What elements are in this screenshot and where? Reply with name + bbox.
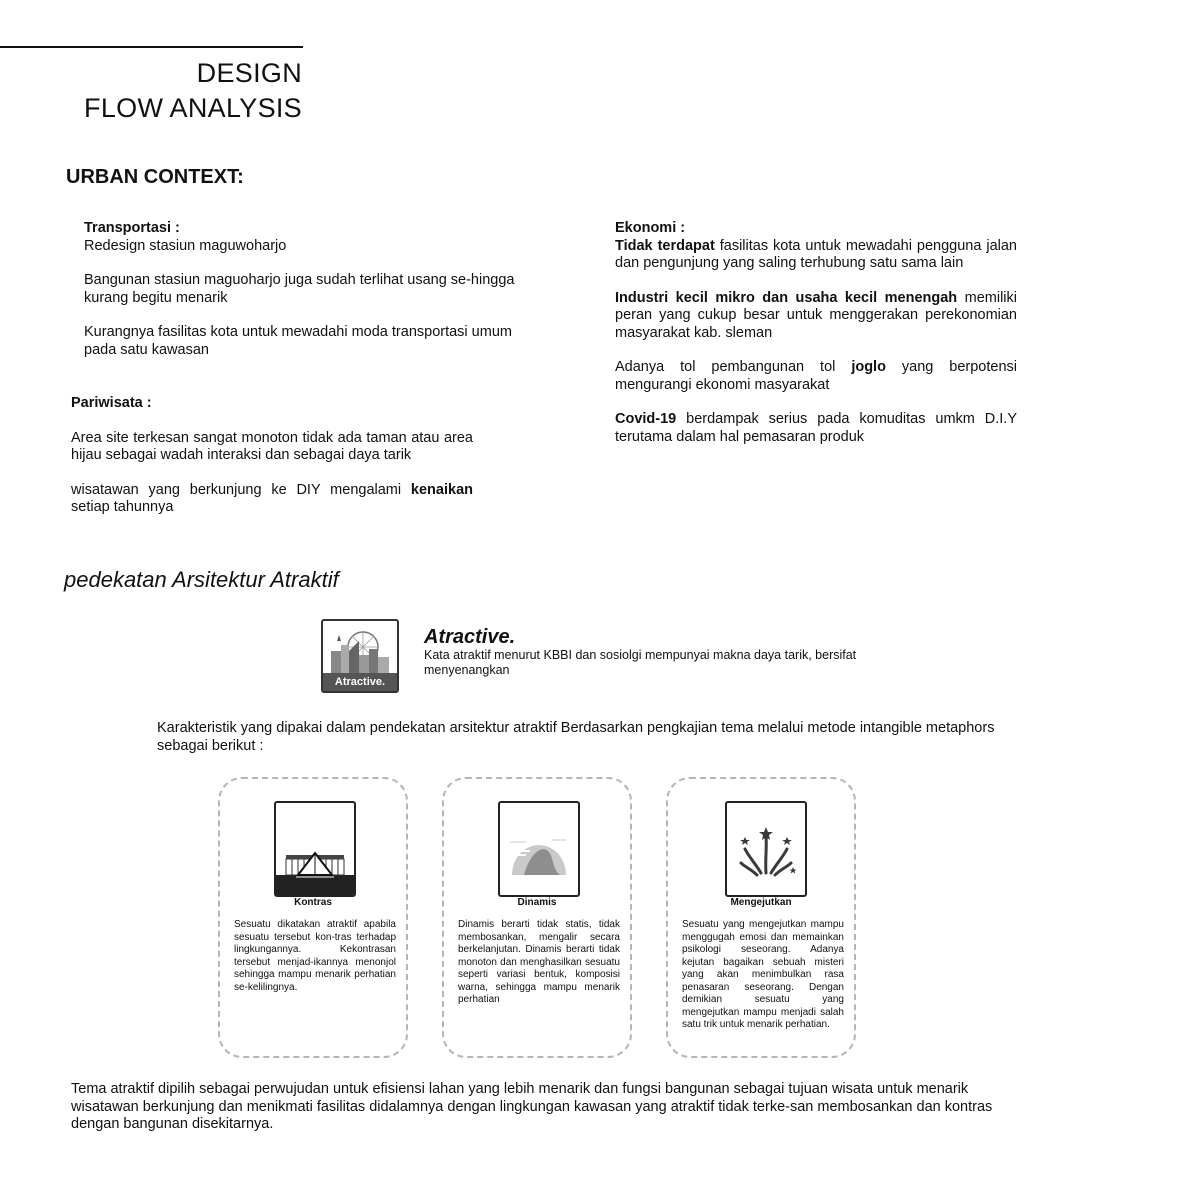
- attractive-title: Atractive.: [424, 626, 516, 648]
- pariwisata-section: [71, 395, 473, 534]
- transportasi-p2: Kurangnya fasilitas kota untuk mewadahi moda transportasi umum pada satu kawasan: [84, 324, 512, 358]
- ekonomi-p3: [615, 359, 1017, 394]
- characteristics-intro: Karakteristik yang dipakai dalam pendekatan arsitektur atraktif Berdasarkan pengkajian tema melalui metode intangible metaphors sebagai berikut :: [157, 720, 995, 754]
- ekonomi-p1-rest: fasilitas kota untuk mewadahi pengguna jalan dan pengunjung yang saling terhubung satu sama lain: [615, 237, 1017, 271]
- closing-paragraph: Tema atraktif dipilih sebagai perwujudan untuk efisiensi lahan yang lebih menarik dan fungsi bangunan sebagai tujuan wisata untuk menarik wisatawan berkunjung dan menikmati fasilitas didalamnya dengan lingkungan kawasan yang atraktif tidak terke-san membosankan dan kontras dengan bangunan disekitarnya.: [71, 1081, 993, 1132]
- ekonomi-p4-rest: berdampak serius pada komuditas umkm D.I.Y terutama dalam hal pemasaran produk: [615, 411, 1017, 445]
- pariwisata-label: Pariwisata :: [71, 395, 152, 411]
- top-rule: [0, 46, 303, 48]
- ekonomi-p3-post: yang berpotensi mengurangi ekonomi masyarakat: [615, 359, 1017, 393]
- card-dinamis-name: Dinamis: [517, 897, 557, 908]
- ekonomi-p4: [615, 411, 1017, 446]
- card-dinamis: [442, 777, 632, 1058]
- dynamic-form-icon: [498, 801, 580, 897]
- card-mengejutkan-text: Sesuatu yang mengejutkan mampu menggugah emosi dan memainkan psikologi seseorang. Adanya kejutan bagaikan sebuah misteri yang akan menimbulkan rasa penasaran seseorang. Dengan demikian sesuatu yang mengejutkan mampu menjadi salah satu trik untuk menarik perhatian.: [682, 919, 844, 1030]
- ekonomi-p3-pre: Adanya tol pembangunan tol: [615, 359, 852, 375]
- approach-heading: pedekatan Arsitektur Atraktif: [64, 567, 339, 592]
- ekonomi-section: [615, 220, 1017, 463]
- card-kontras-text: Sesuatu dikatakan atraktif apabila sesuatu tersebut kon-tras terhadap lingkungannya. Kekontrasan tersebut menjad-ikannya menonjol sehingga mampu menarik perhatian se-kelilingnya.: [234, 919, 396, 993]
- ekonomi-p2-bold: Industri kecil mikro dan usaha kecil menengah: [615, 289, 958, 306]
- pariwisata-p2-post: setiap tahunnya: [71, 499, 174, 515]
- page-title-line2: FLOW ANALYSIS: [84, 93, 302, 123]
- pariwisata-p2-pre: wisatawan yang berkunjung ke DIY mengalami: [71, 481, 411, 498]
- transportasi-subtitle: Redesign stasiun maguwoharjo: [84, 237, 287, 254]
- ekonomi-p2: [615, 290, 1017, 343]
- card-mengejutkan: [666, 777, 856, 1058]
- urban-context-heading: URBAN CONTEXT:: [66, 166, 244, 188]
- card-mengejutkan-name: Mengejutkan: [730, 897, 792, 908]
- transportasi-section: [84, 220, 534, 376]
- attractive-logo: [321, 619, 399, 693]
- ekonomi-p2-rest: memiliki peran yang cukup besar untuk menggerakan perekonomian masyarakat kab. sleman: [615, 289, 1017, 341]
- fireworks-icon: [725, 801, 807, 897]
- city-skyline-icon: [323, 621, 397, 673]
- page-title-line1: DESIGN: [196, 58, 302, 88]
- ekonomi-p4-bold: Covid-19: [615, 411, 677, 427]
- ekonomi-label: Ekonomi :: [615, 220, 686, 236]
- transportasi-label: Transportasi :: [84, 220, 180, 236]
- ekonomi-p1: [615, 238, 1017, 273]
- attractive-description: Kata atraktif menurut KBBI dan sosiolgi mempunyai makna daya tarik, bersifat menyenangkan: [424, 648, 857, 677]
- pariwisata-p2-bold: kenaikan: [410, 481, 473, 498]
- transportasi-p1: Bangunan stasiun maguoharjo juga sudah terlihat usang se-hingga kurang begitu menarik: [84, 272, 515, 306]
- building-contrast-icon: [274, 801, 356, 897]
- page-title: [84, 56, 302, 126]
- ekonomi-p3-bold: joglo: [851, 359, 886, 375]
- card-dinamis-text: Dinamis berarti tidak statis, tidak membosankan, mengalir secara berkelanjutan. Dinamis berarti tidak monoton dan menghasilkan sesuatu seperti variasi bentuk, komposisi warna, sehingga mampu menarik perhatian: [458, 919, 620, 1005]
- attractive-logo-label: Atractive.: [323, 673, 397, 691]
- card-kontras: [218, 777, 408, 1058]
- card-kontras-name: Kontras: [294, 897, 332, 908]
- pariwisata-p1: Area site terkesan sangat monoton tidak ada taman atau area hijau sebagai wadah interaksi dan sebagai daya tarik: [71, 429, 473, 463]
- ekonomi-p1-bold: Tidak terdapat: [615, 237, 715, 254]
- pariwisata-p2: [71, 482, 473, 517]
